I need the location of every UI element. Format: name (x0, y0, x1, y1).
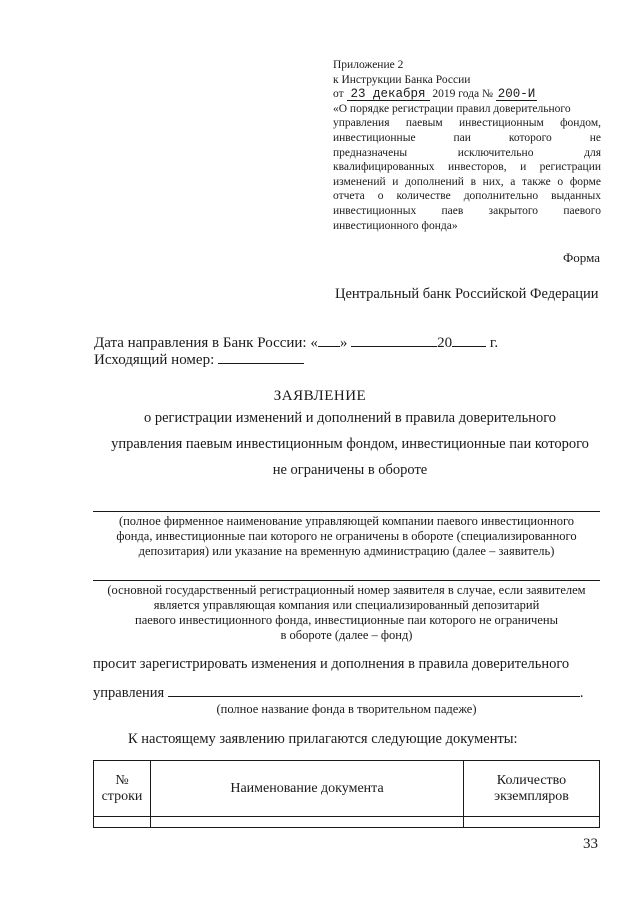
request-line-2-end: . (579, 685, 584, 701)
header-row-number (94, 761, 151, 817)
document-title: ЗАЯВЛЕНИЕ (273, 388, 367, 404)
table-header-row (94, 761, 600, 817)
request-line-2 (93, 683, 583, 702)
subtitle-line: не ограничены в обороте (272, 462, 428, 478)
attachments-intro: К настоящему заявлению прилагаются следующие документы: (128, 731, 518, 747)
outgoing-number-label: Исходящий номер: (94, 352, 215, 368)
header-num-line-2: строки (101, 788, 143, 804)
header-qty-line-1: Количество (496, 772, 567, 788)
request-line-2-text: управления (93, 685, 165, 701)
header-num-line-1: № (115, 772, 129, 788)
note-line: паевого инвестиционного фонда, инвестиционные паи которого не ограничены (135, 613, 558, 627)
note-line: депозитария) или указание на временную администрацию (далее – заявитель) (138, 544, 555, 558)
table-cell (464, 817, 600, 828)
table-cell (94, 817, 151, 828)
appendix-quote-line: инвестиционного фонда» (333, 219, 458, 232)
outgoing-number-line (94, 350, 304, 369)
table-row (94, 817, 600, 828)
note-line: в обороте (далее – фонд) (280, 628, 413, 642)
appendix-block (333, 58, 601, 233)
note-line: является управляющая компания или специализированный депозитарий (153, 598, 540, 612)
appendix-quote-line: предназначены исключительно для (333, 146, 601, 159)
ogrn-rule (93, 580, 600, 581)
request-line-1: просит зарегистрировать изменения и дополнения в правила доверительного (93, 656, 570, 672)
appendix-line-2: к Инструкции Банка России (333, 73, 471, 86)
header-quantity (464, 761, 600, 817)
appendix-quote-line: инвестиционные паи которого не (333, 131, 601, 144)
month-blank (351, 333, 437, 347)
form-label: Форма (563, 250, 600, 265)
note-line: (полное фирменное наименование управляющей компании паевого инвестиционного (118, 514, 575, 528)
appendix-quote-line: инвестиционных паев закрытого паевого (333, 204, 601, 217)
applicant-name-note (93, 514, 600, 559)
note-line: фонда, инвестиционные паи которого не ограничены в обороте (специализированного (116, 529, 577, 543)
year-prefix: 20 (437, 335, 453, 351)
header-qty-line-2: экземпляров (494, 788, 569, 804)
fund-name-blank (168, 683, 580, 697)
appendix-quote-line: изменений и дополнений в них, а также о форме (333, 175, 601, 188)
header-document-name: Наименование документа (151, 761, 464, 817)
date-sent-label: Дата направления в Банк России: « (94, 335, 318, 351)
applicant-name-rule (93, 511, 600, 512)
page-number: 33 (583, 836, 598, 852)
year-suffix: г. (489, 335, 499, 351)
ogrn-note (93, 583, 600, 643)
appendix-number-value: 200-И (497, 87, 536, 102)
appendix-line-1: Приложение 2 (333, 59, 404, 71)
appendix-date-value: 23 декабря (347, 88, 430, 101)
outgoing-number-blank (218, 350, 304, 364)
subtitle-line: о регистрации изменений и дополнений в правила доверительного (143, 410, 557, 426)
appendix-date-prefix: от (333, 88, 344, 101)
table-cell (151, 817, 464, 828)
appendix-quote-line: «О порядке регистрации правил доверительного (333, 102, 571, 115)
appendix-quote-line: квалифицированных инвесторов, и регистрации (333, 161, 601, 174)
subtitle-line: управления паевым инвестиционным фондом, инвестиционные паи которого (111, 436, 589, 452)
fund-name-note: (полное название фонда в творительном падеже) (216, 702, 477, 716)
appendix-quote-line: управления паевым инвестиционным фондом, (333, 117, 601, 130)
appendix-date-line (333, 87, 601, 102)
day-blank (318, 333, 340, 347)
appendix-quote-line: отчета о количестве дополнительно выданных (333, 190, 601, 203)
date-sent-close-quote: » (339, 335, 348, 351)
recipient: Центральный банк Российской Федерации (335, 286, 599, 302)
year-blank (452, 333, 486, 347)
appendix-year-part: 2019 года № (432, 88, 493, 101)
attachments-table (93, 760, 600, 828)
note-line: (основной государственный регистрационный номер заявителя в случае, если заявителем (107, 583, 586, 597)
